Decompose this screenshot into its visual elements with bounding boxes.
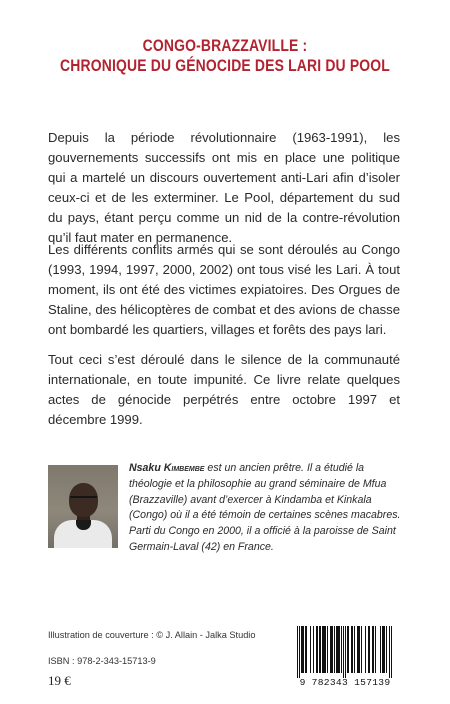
barcode-bar xyxy=(382,626,383,673)
barcode-bar xyxy=(359,626,360,673)
barcode-bar xyxy=(319,626,320,673)
barcode-bar xyxy=(361,626,362,673)
barcode-bar xyxy=(368,626,369,673)
author-first-name: Nsaku xyxy=(129,462,161,474)
isbn: ISBN : 978-2-343-15713-9 xyxy=(48,656,156,666)
barcode-bar xyxy=(332,626,333,673)
barcode xyxy=(287,624,403,678)
barcode-bar xyxy=(373,626,374,673)
barcode-bar xyxy=(323,626,324,673)
barcode-bar xyxy=(345,626,346,678)
barcode-bar xyxy=(372,626,373,673)
barcode-bar xyxy=(357,626,358,673)
barcode-bar xyxy=(365,626,366,673)
barcode-bar xyxy=(384,626,385,673)
barcode-bar xyxy=(336,626,337,673)
barcode-bar xyxy=(351,626,352,673)
price: 19 € xyxy=(48,673,71,688)
barcode-bar xyxy=(324,626,325,673)
barcode-bar xyxy=(391,626,392,678)
cover-illustration-credit: Illustration de couverture : © J. Allain - Jalka Studio xyxy=(48,630,256,640)
barcode-bar xyxy=(339,626,340,673)
barcode-bar xyxy=(317,626,318,673)
barcode-bar xyxy=(310,626,311,673)
book-title-line-2: CHRONIQUE DU GÉNOCIDE DES LARI DU POOL xyxy=(60,56,390,75)
barcode-bar xyxy=(305,626,306,673)
barcode-bar xyxy=(383,626,384,673)
barcode-bar xyxy=(358,626,359,673)
barcode-bar xyxy=(375,626,376,673)
barcode-bar xyxy=(313,626,314,673)
barcode-bar xyxy=(334,626,335,673)
barcode-bar xyxy=(389,626,390,678)
barcode-bar xyxy=(303,626,304,673)
barcode-bar xyxy=(316,626,317,673)
barcode-bar xyxy=(354,626,355,673)
barcode-bar xyxy=(348,626,349,673)
barcode-bar xyxy=(301,626,302,673)
blurb-paragraph-1: Depuis la période révolutionnaire (1963-1991), les gouvernements successifs ont mis en place une politique qui a martelé un discours ouvertement anti-Lari afin d’isoler ceux-ci et de les exterminer. Le Pool, département du sud du pays, étant perçu comme un nid de la contre-révolution qu’il faut mater en permanence. xyxy=(48,130,400,245)
author-last-name: Kimbembe xyxy=(163,462,205,474)
barcode-bar xyxy=(347,626,348,673)
barcode-bar xyxy=(331,626,332,673)
barcode-bars xyxy=(287,624,403,678)
blurb-paragraph-3: Tout ceci s’est déroulé dans le silence de la communauté internationale, en toute impunité. Ce livre relate quelques actes de génocide perpétrés entre octobre 1997 et décembre 1999. xyxy=(48,352,400,427)
barcode-bar xyxy=(322,626,323,673)
barcode-bar xyxy=(352,626,353,673)
book-title-line-1: CONGO-BRAZZAVILLE : xyxy=(142,36,308,55)
barcode-bar xyxy=(325,626,326,673)
barcode-bar xyxy=(306,626,307,673)
author-bio-text: est un ancien prêtre. Il a étudié la théologie et la philosophie au grand séminaire de Mfua (Brazzaville) avant d’exercer à Kindamba et Kinkala (Congo) où il a été témoin de certaines scènes macabres. Parti du Congo en 2000, il a officié à la paroisse de Saint Germain-Laval (42) en France. xyxy=(129,462,401,553)
barcode-bar xyxy=(369,626,370,673)
barcode-bar xyxy=(330,626,331,673)
barcode-bar xyxy=(337,626,338,673)
barcode-bar xyxy=(343,626,344,678)
barcode-bar xyxy=(386,626,387,673)
barcode-bar xyxy=(297,626,298,678)
barcode-bar xyxy=(338,626,339,673)
blurb-paragraph-2: Les différents conflits armés qui se sont déroulés au Congo (1993, 1994, 1997, 2000, 2002) ont tous visé les Lari. À tout moment, ils ont été des victimes expiatoires. Des Orgues de Staline, des hélicoptères de combat et des avions de chasse ont bombardé les quartiers, villages et forêts des pays lari. xyxy=(48,242,400,337)
barcode-bar xyxy=(380,626,381,673)
author-photo xyxy=(48,465,118,548)
barcode-bar xyxy=(302,626,303,673)
barcode-bar xyxy=(327,626,328,673)
barcode-bar xyxy=(341,626,342,673)
barcode-bar xyxy=(299,626,300,678)
barcode-bar xyxy=(320,626,321,673)
barcode-number: 9 782343 157139 xyxy=(299,677,391,688)
author-bio xyxy=(129,461,405,556)
